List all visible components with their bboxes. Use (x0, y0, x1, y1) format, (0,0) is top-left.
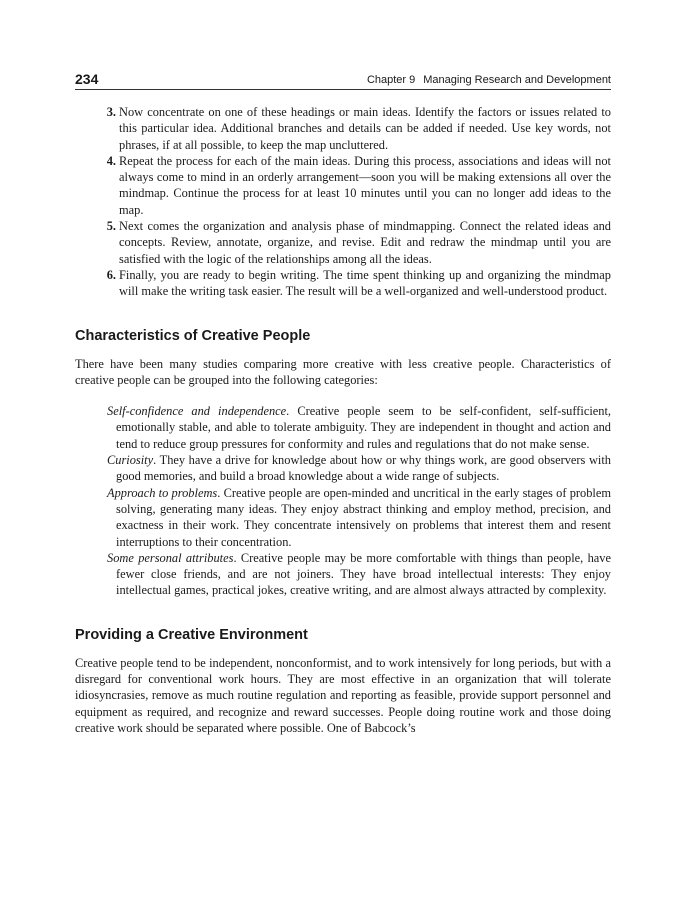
characteristic-term: Some personal attributes (107, 550, 234, 565)
list-item (75, 153, 611, 218)
document-page (75, 68, 611, 736)
step-text: Now concentrate on one of these headings or main ideas. Identify the factors or issues related to this particular idea. Additional branches and details can be added if needed. Use key words, not phrases, if at all possible, to keep the map uncluttered. (119, 105, 611, 152)
page-header (75, 68, 611, 90)
characteristic-term: Approach to problems (107, 485, 218, 500)
section-paragraph: Creative people tend to be independent, nonconformist, and to work intensively for long periods, but with a disregard for conventional work hours. They are most effective in an organization that will tolerate idiosyncrasies, remove as much routine regulation and reporting as feasible, provide support personnel and equipment as required, and recognize and reward successes. People doing routine work and those doing creative work should be separated where possible. One of Babcock’s (75, 655, 611, 735)
characteristics-list (75, 403, 611, 599)
section-heading: Characteristics of Creative People (75, 327, 311, 344)
list-item (75, 218, 611, 267)
list-item: Some personal attributes. Creative people may be more comfortable with things than people, have fewer close friends, and are not joiners. They have broad intellectual interests: They enjoy intellectual games, practical jokes, creative writing, and are almost always attracted by complexity. (107, 550, 612, 598)
list-item: Self-confidence and independence. Creative people seem to be self-confident, self-sufficient, emotionally stable, and able to tolerate ambiguity. They are independent in thought and action and tend to reduce group pressures for conformity and rules and regulations that do not make sense. (107, 404, 611, 451)
characteristic-text: They have a drive for knowledge about how or why things work, are good observers with good memories, and build a broad knowledge about a wide range of subjects. (116, 453, 611, 484)
mindmap-steps-list (75, 104, 611, 300)
step-text: Finally, you are ready to begin writing. The time spent thinking up and organizing the mindmap will make the writing task easier. The result will be a well-organized and well-understood product. (119, 267, 611, 299)
characteristic-text: Creative people may be more comfortable with things than people, have fewer close friends, and are not joiners. They have broad intellectual interests: They enjoy intellectual games, practical jokes, creative writing, and are almost always attracted by complexity. (116, 550, 612, 598)
list-item: Curiosity. They have a drive for knowledge about how or why things work, are good observers with good memories, and build a broad knowledge about a wide range of subjects. (107, 453, 611, 484)
page-number: 234 (75, 71, 99, 87)
characteristic-term: Self-confidence and independence (107, 404, 287, 419)
step-number: 5. (106, 219, 116, 234)
step-number: 4. (106, 153, 116, 168)
step-text: Repeat the process for each of the main ideas. During this process, associations and ideas will not always come to mind in an orderly arrangement—soon you will be making extensions all over the mindmap. Continue the process for at least 10 minutes until you can no longer add ideas to the map. (119, 153, 611, 217)
section-intro: There have been many studies comparing more creative with less creative people. Characteristics of creative people can be grouped into the following categories: (75, 356, 611, 387)
step-text: Next comes the organization and analysis phase of mindmapping. Connect the related ideas and concepts. Review, annotate, organize, and revise. Edit and redraw the mindmap until you are satisfied with the logic of the relationships among all the ideas. (119, 219, 611, 266)
section-heading: Providing a Creative Environment (75, 626, 308, 643)
characteristic-text: Creative people are open-minded and uncritical in the early stages of problem solving, generating many ideas. They enjoy abstract thinking and employ method, precision, and exactness in their work. They concentrate intensively on problems that interest them and resent interruptions to their concentration. (116, 485, 611, 549)
step-number: 6. (106, 267, 116, 282)
list-item (75, 104, 611, 153)
characteristic-term: Curiosity (107, 453, 154, 468)
running-head (367, 74, 611, 86)
characteristic-text: Creative people seem to be self-confident, self-sufficient, emotionally stable, and able to tolerate ambiguity. They are independent in thought and action and tend to reduce group pressures for conformity and rules and regulations that do not make sense. (116, 404, 611, 451)
list-item (75, 267, 611, 300)
chapter-label: Chapter 9 (366, 74, 416, 86)
chapter-title: Managing Research and Development (423, 74, 611, 86)
step-number: 3. (106, 105, 116, 119)
list-item: Approach to problems. Creative people are open-minded and uncritical in the early stages of problem solving, generating many ideas. They enjoy abstract thinking and employ method, precision, and exactness in their work. They concentrate intensively on problems that interest them and resent interruptions to their concentration. (107, 485, 611, 549)
